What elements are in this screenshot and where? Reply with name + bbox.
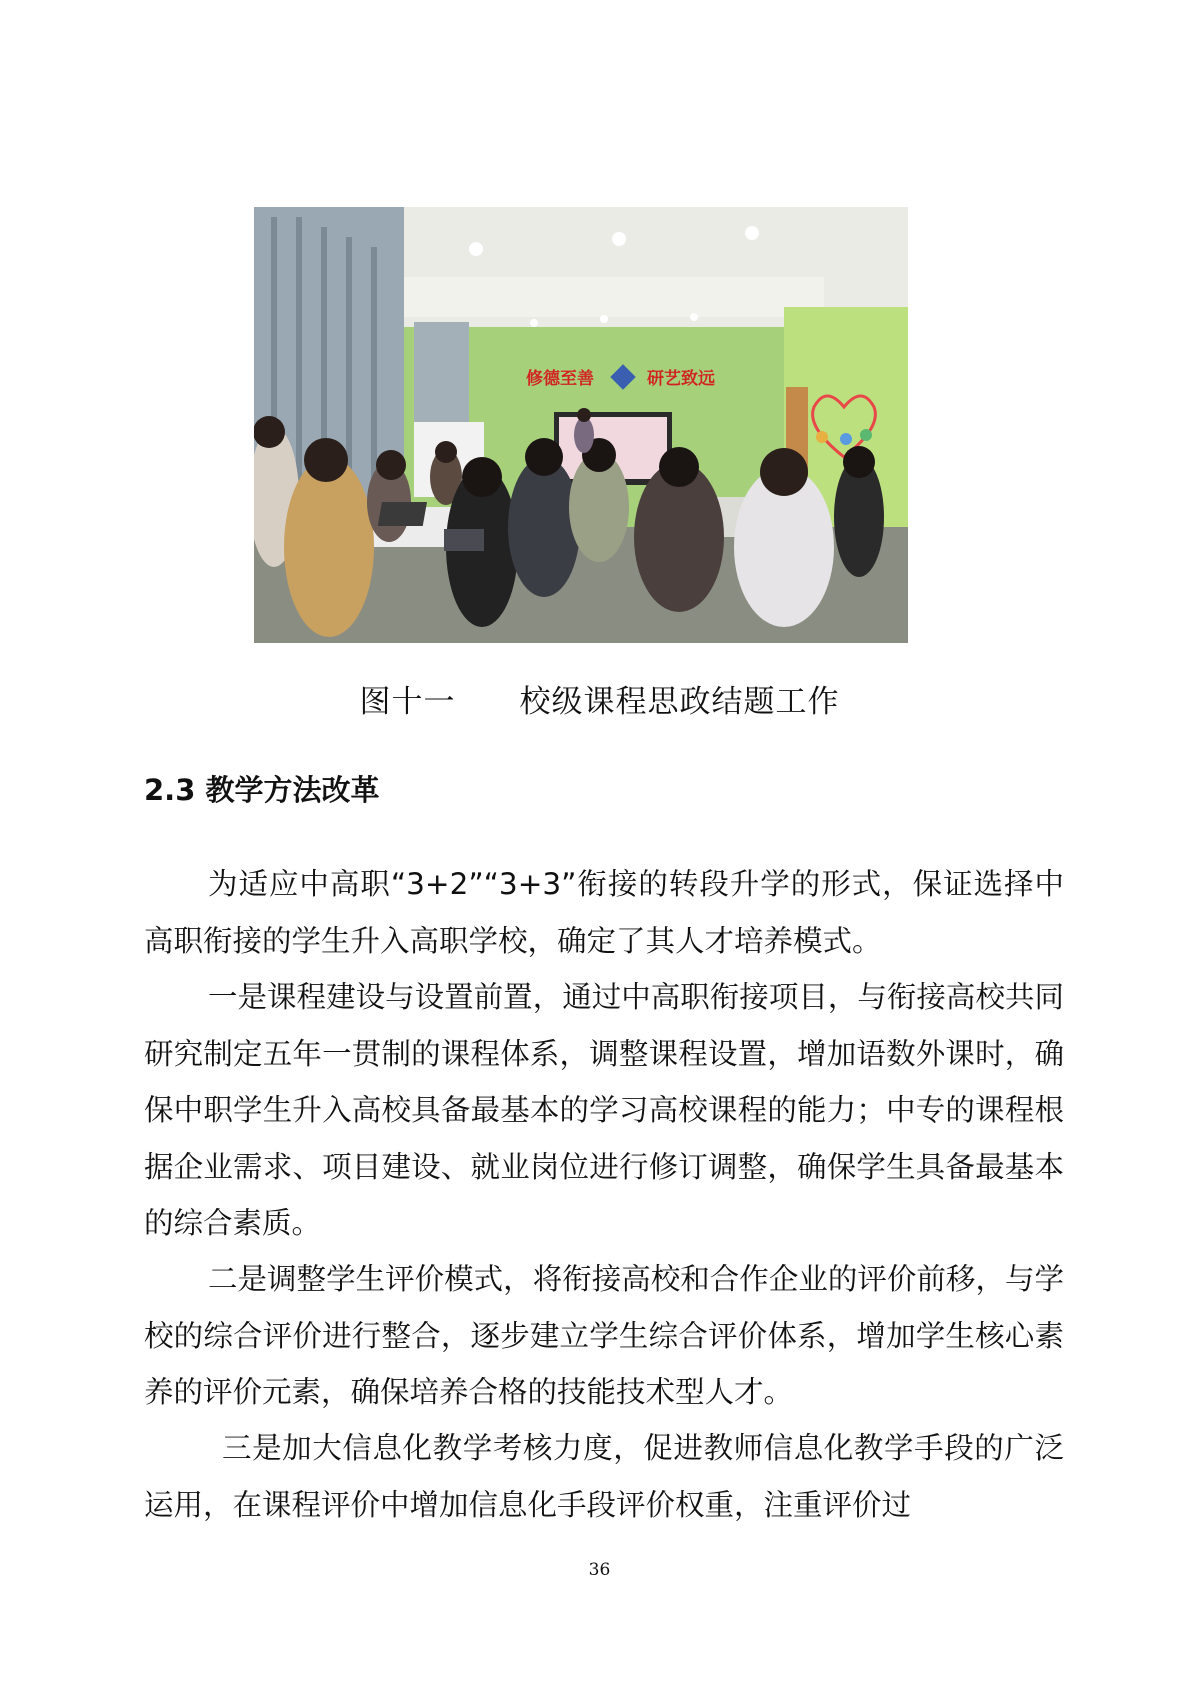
- classroom-photo: [254, 207, 908, 643]
- paragraph-informatization: 三是加大信息化教学考核力度，促进教师信息化教学手段的广泛运用，在课程评价中增加信息化手段评价权重，注重评价过: [144, 1431, 1064, 1522]
- banner-left-text: 修德至善: [526, 369, 594, 389]
- section-heading: 2.3 教学方法改革: [144, 773, 380, 807]
- page-number: 36: [588, 1560, 611, 1580]
- paragraph-intro: 为适应中高职“3+2”“3+3”衔接的转段升学的形式，保证选择中高职衔接的学生升入高职学校，确定了其人才培养模式。: [144, 867, 1064, 958]
- banner-right-text: 研艺致远: [647, 369, 715, 389]
- paragraph-curriculum: 一是课程建设与设置前置，通过中高职衔接项目，与衔接高校共同研究制定五年一贯制的课程体系，调整课程设置，增加语数外课时，确保中职学生升入高校具备最基本的学习高校课程的能力；中专的课程根据企业需求、项目建设、就业岗位进行修订调整，确保学生具备最基本的综合素质。: [144, 980, 1064, 1240]
- figure-caption: 图十一 校级课程思政结题工作: [359, 684, 840, 720]
- paragraph-evaluation: 二是调整学生评价模式，将衔接高校和合作企业的评价前移，与学校的综合评价进行整合，逐步建立学生综合评价体系，增加学生核心素养的评价元素，确保培养合格的技能技术型人才。: [144, 1262, 1064, 1409]
